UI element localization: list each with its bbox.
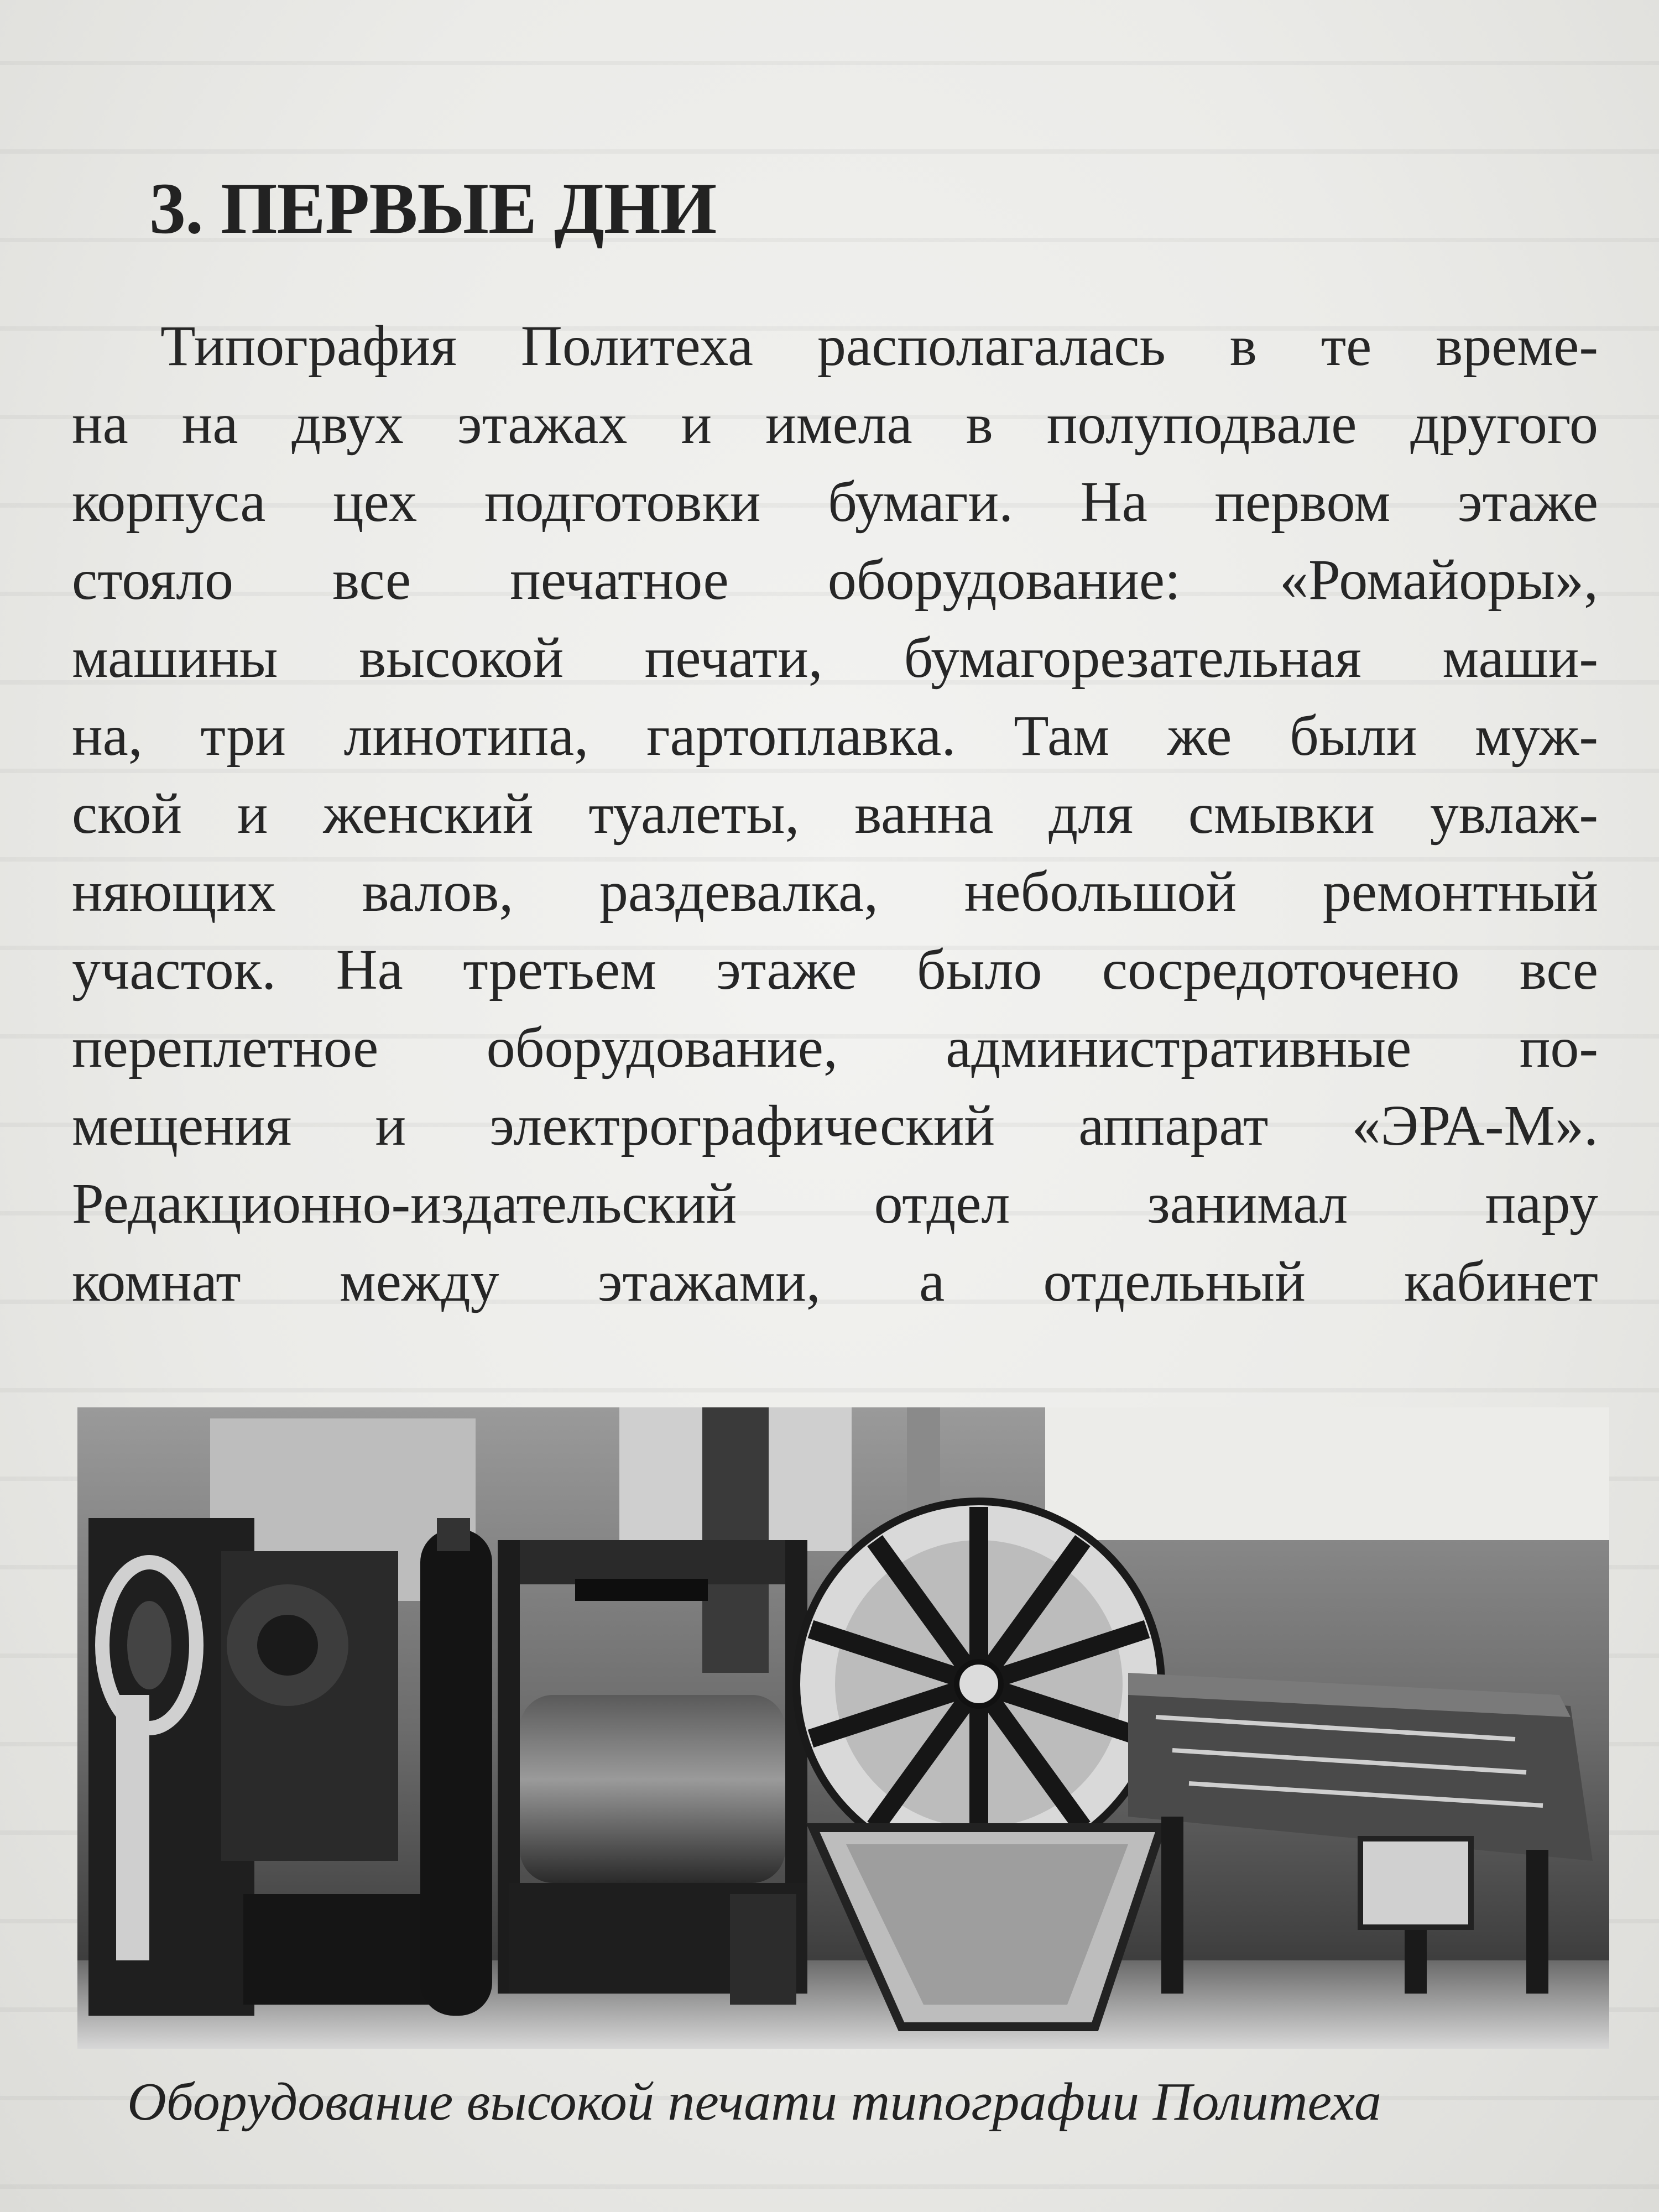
paragraph-line: ской и женский туалеты, ванна для смывки увлаж-: [72, 782, 1598, 846]
chapter-heading: 3. ПЕРВЫЕ ДНИ: [149, 168, 717, 249]
paragraph-line: стояло все печатное оборудование: «Ромайоры»,: [72, 548, 1598, 612]
paragraph-line: мещения и электрографический аппарат «ЭРА-М».: [72, 1094, 1598, 1157]
paragraph-line: корпуса цех подготовки бумаги. На первом этаже: [72, 470, 1598, 534]
paragraph-line: переплетное оборудование, административные по-: [72, 1016, 1598, 1079]
paragraph-line: участок. На третьем этаже было сосредоточено все: [72, 938, 1598, 1001]
photo-illustration: [77, 1407, 1609, 2049]
paragraph-line: на на двух этажах и имела в полуподвале другого: [72, 392, 1598, 456]
paragraph-line: няющих валов, раздевалка, небольшой ремонтный: [72, 860, 1598, 924]
figure-caption: Оборудование высокой печати типографии Политеха: [127, 2072, 1381, 2132]
paragraph-line: Типография Политеха располагалась в те време-: [160, 314, 1598, 378]
body-paragraph: [72, 307, 1598, 1321]
paragraph-line: комнат между этажами, а отдельный кабинет: [72, 1250, 1598, 1313]
printing-equipment-photo: [77, 1407, 1609, 2049]
paragraph-line: машины высокой печати, бумагорезательная маши-: [72, 626, 1598, 690]
paragraph-line: на, три линотипа, гартоплавка. Там же были муж-: [72, 704, 1598, 768]
paragraph-line: Редакционно-издательский отдел занимал пару: [72, 1172, 1598, 1235]
